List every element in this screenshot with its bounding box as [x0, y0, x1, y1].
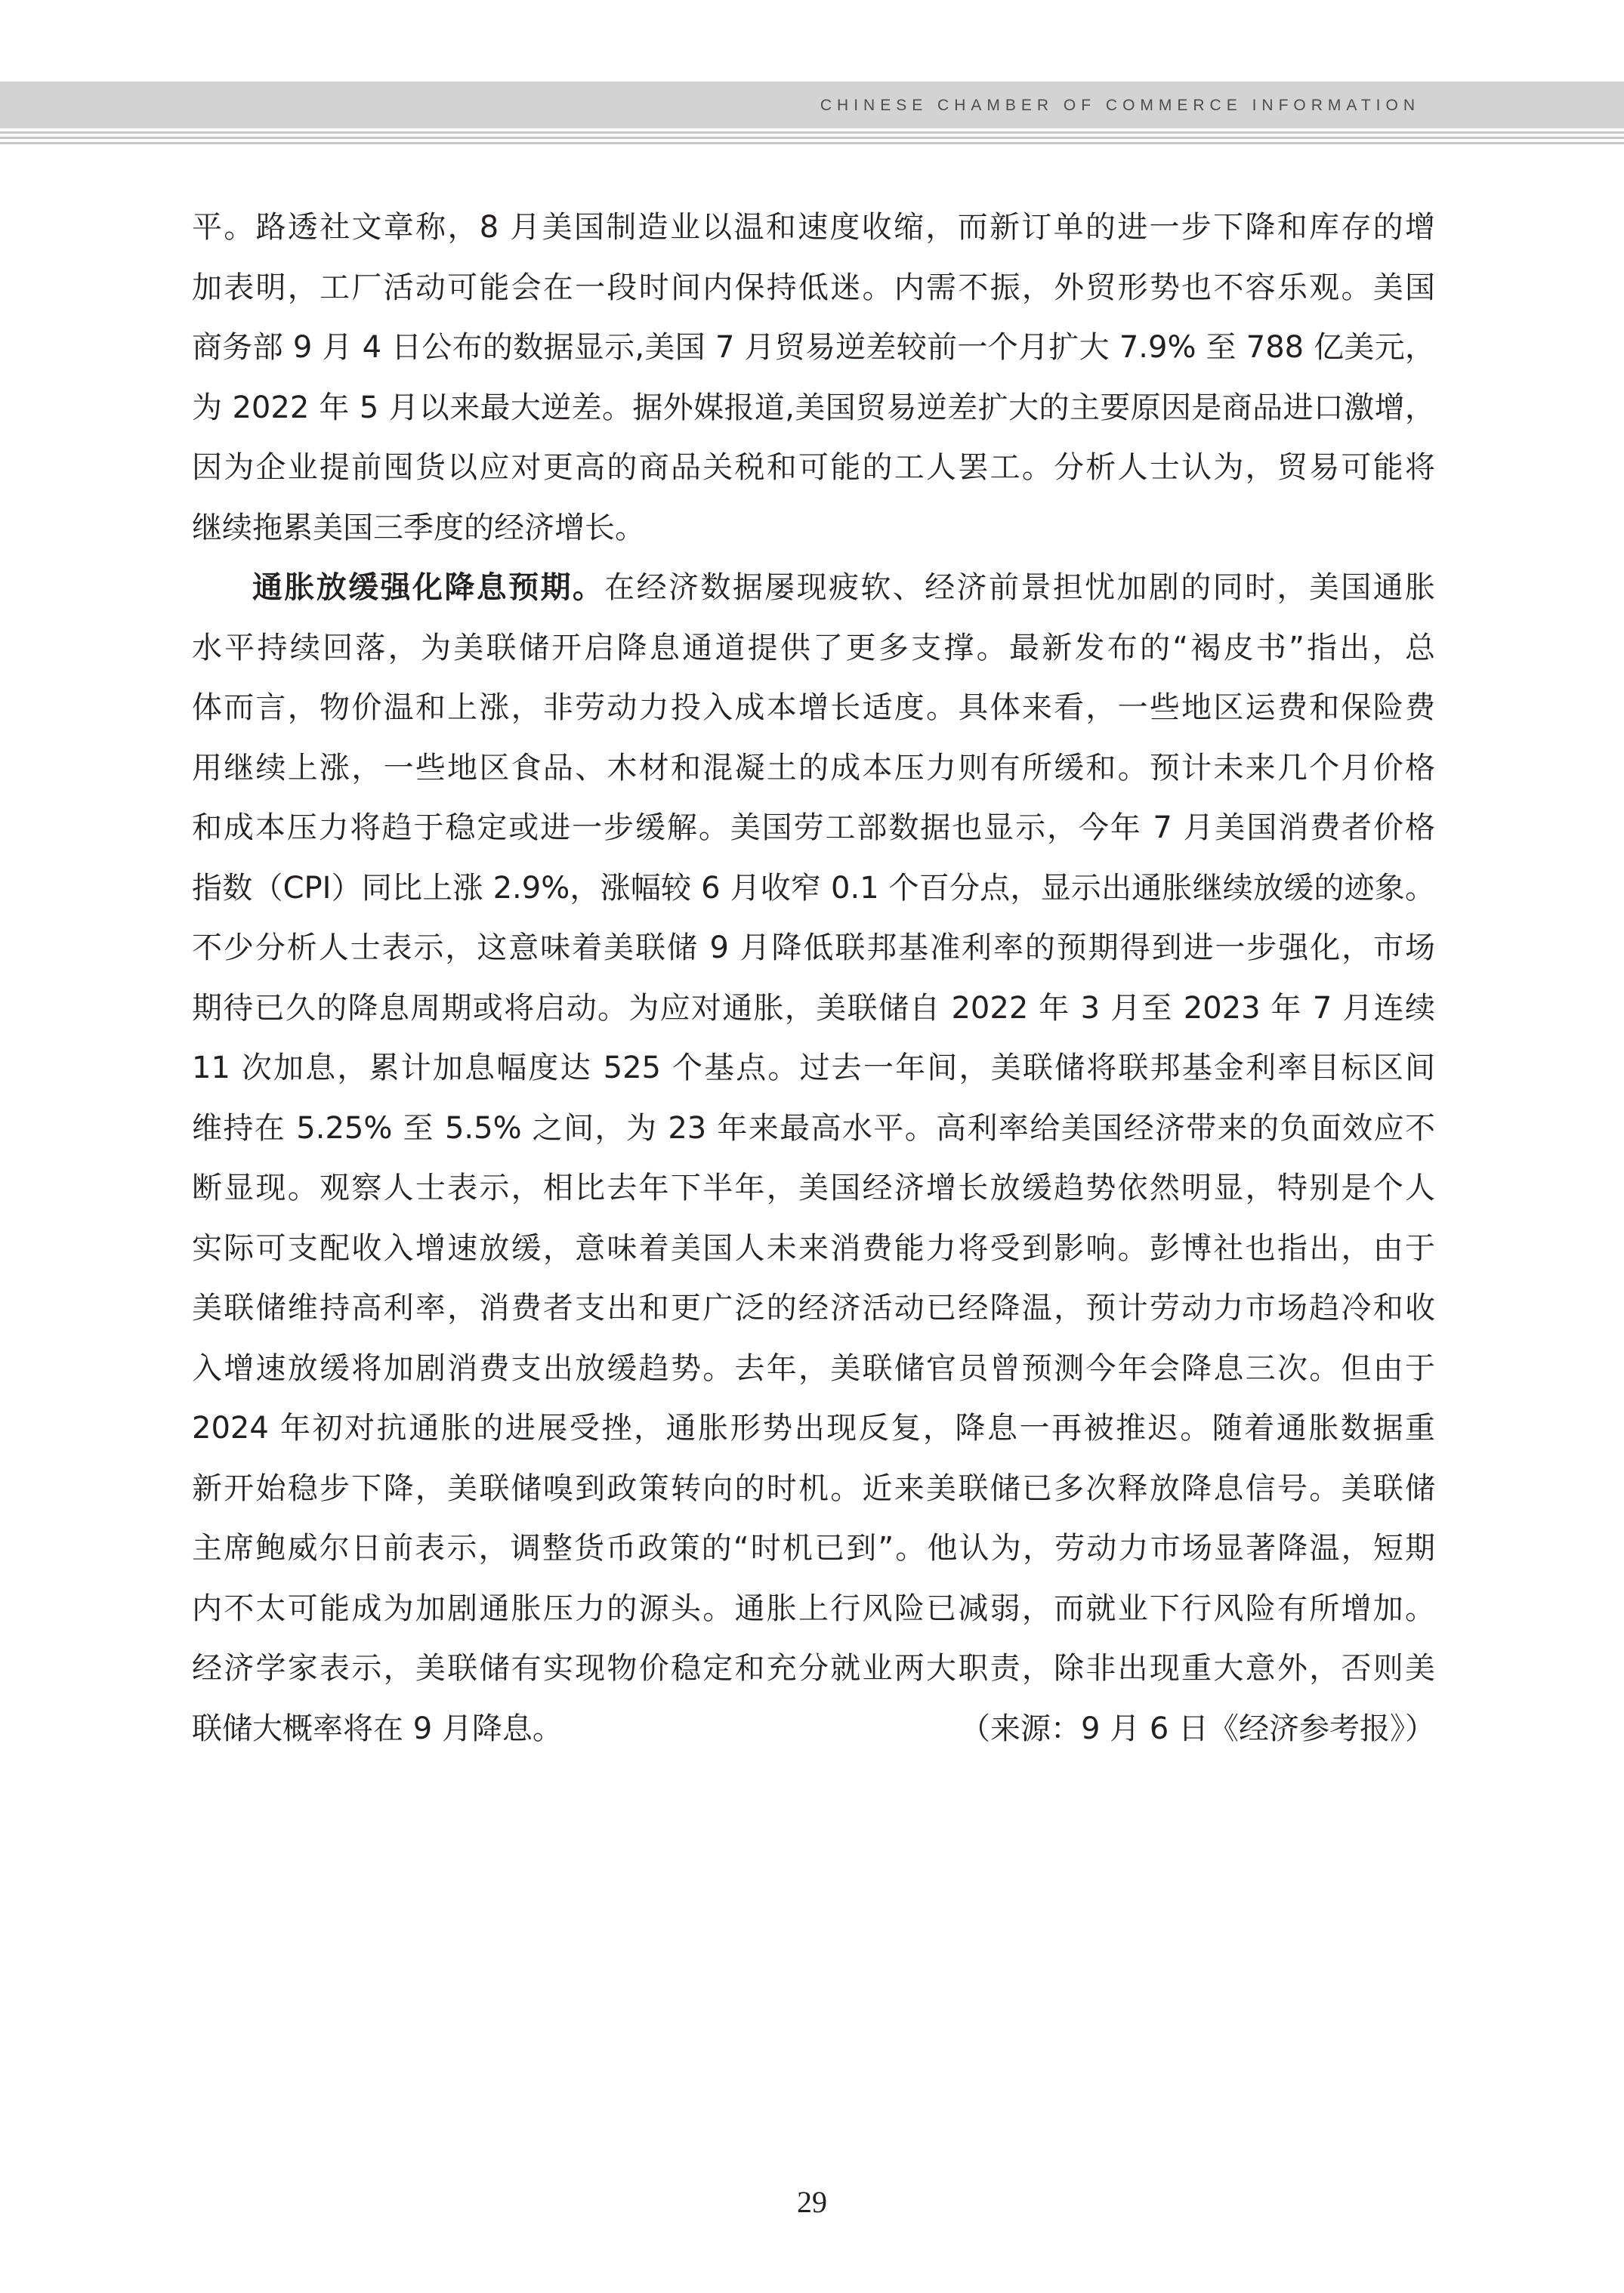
text-line: 不少分析人士表示，这意味着美联储 9 月降低联邦基准利率的预期得到进一步强化，市场	[192, 930, 1435, 965]
text-line: 实际可支配收入增速放缓，意味着美国人未来消费能力将受到影响。彭博社也指出，由于	[192, 1230, 1435, 1266]
header-rule-1	[0, 131, 1624, 134]
paragraph-lead-heading: 通胀放缓强化降息预期。	[252, 570, 605, 605]
header-rule-3	[0, 142, 1624, 144]
text-span: 联储大概率将在 9 月降息。	[192, 1711, 563, 1746]
header-title: CHINESE CHAMBER OF COMMERCE INFORMATION	[820, 97, 1420, 114]
paragraph-2	[192, 558, 1435, 1759]
text-line: 11 次加息，累计加息幅度达 525 个基点。过去一年间，美联储将联邦基金利率目标区间	[192, 1051, 1435, 1085]
text-line: 内不太可能成为加剧通胀压力的源头。通胀上行风险已减弱，而就业下行风险有所增加。	[192, 1591, 1435, 1626]
text-line: 断显现。观察人士表示，相比去年下半年，美国经济增长放缓趋势依然明显，特别是个人	[192, 1171, 1435, 1205]
text-line: 美联储维持高利率，消费者支出和更广泛的经济活动已经降温，预计劳动力市场趋冷和收	[192, 1291, 1435, 1325]
paragraph-1	[192, 198, 1435, 558]
text-line: 平。路透社文章称，8 月美国制造业以温和速度收缩，而新订单的进一步下降和库存的增	[192, 210, 1435, 245]
text-line: 因为企业提前囤货以应对更高的商品关税和可能的工人罢工。分析人士认为，贸易可能将	[192, 450, 1435, 485]
text-line: 期待已久的降息周期或将启动。为应对通胀，美联储自 2022 年 3 月至 2023 年 7 月连续	[192, 990, 1435, 1026]
text-line: 和成本压力将趋于稳定或进一步缓解。美国劳工部数据也显示，今年 7 月美国消费者价格	[192, 810, 1435, 845]
text-line: 加表明，工厂活动可能会在一段时间内保持低迷。内需不振，外贸形势也不容乐观。美国	[192, 270, 1435, 305]
page-number: 29	[797, 2185, 827, 2219]
text-line: 继续拖累美国三季度的经济增长。	[192, 510, 645, 545]
text-line: 商务部 9 月 4 日公布的数据显示,美国 7 月贸易逆差较前一个月扩大 7.9% 至 788 亿美元，	[192, 330, 1435, 365]
text-span: 在经济数据屡现疲软、经济前景担忧加剧的同时，美国通胀	[604, 570, 1435, 605]
text-line: 2024 年初对抗通胀的进展受挫，通胀形势出现反复，降息一再被推迟。随着通胀数据重	[192, 1411, 1435, 1446]
text-line	[192, 1699, 1435, 1760]
source-citation: （来源：9 月 6 日《经济参考报》）	[959, 1711, 1435, 1746]
text-line: 水平持续回落，为美联储开启降息通道提供了更多支撑。最新发布的“褐皮书”指出，总	[192, 630, 1435, 665]
text-line: 为 2022 年 5 月以来最大逆差。据外媒报道,美国贸易逆差扩大的主要原因是商品进口激增，	[192, 390, 1435, 425]
text-line: 指数（CPI）同比上涨 2.9%，涨幅较 6 月收窄 0.1 个百分点，显示出通胀继续放缓的迹象。	[192, 870, 1435, 906]
text-line: 维持在 5.25% 至 5.5% 之间，为 23 年来最高水平。高利率给美国经济带来的负面效应不	[192, 1110, 1435, 1146]
text-line: 入增速放缓将加剧消费支出放缓趋势。去年，美联储官员曾预测今年会降息三次。但由于	[192, 1350, 1435, 1386]
text-line: 体而言，物价温和上涨，非劳动力投入成本增长适度。具体来看，一些地区运费和保险费	[192, 690, 1435, 725]
text-line: 新开始稳步下降，美联储嗅到政策转向的时机。近来美联储已多次释放降息信号。美联储	[192, 1471, 1435, 1506]
text-line: 主席鲍威尔日前表示，调整货币政策的“时机已到”。他认为，劳动力市场显著降温，短期	[192, 1531, 1435, 1566]
text-line	[192, 558, 1435, 619]
header-rule-2	[0, 137, 1624, 139]
article-body	[192, 198, 1435, 1759]
text-line: 用继续上涨，一些地区食品、木材和混凝土的成本压力则有所缓和。预计未来几个月价格	[192, 750, 1435, 785]
text-line: 经济学家表示，美联储有实现物价稳定和充分就业两大职责，除非出现重大意外，否则美	[192, 1651, 1435, 1686]
